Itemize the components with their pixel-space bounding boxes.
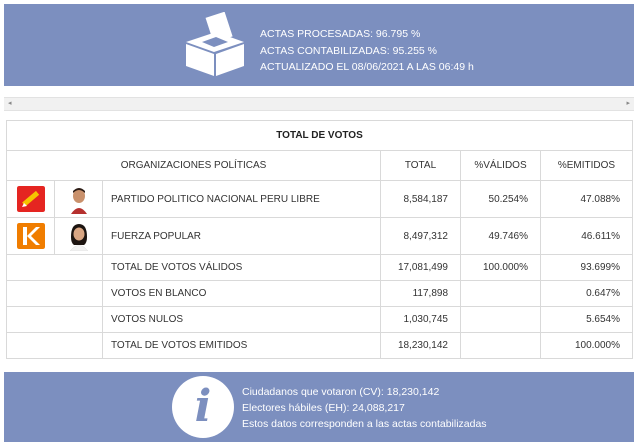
summary-total: 1,030,745 xyxy=(381,307,461,333)
party-total: 8,584,187 xyxy=(381,181,461,218)
actas-procesadas: ACTAS PROCESADAS: 96.795 % xyxy=(260,28,421,40)
header-total: TOTAL xyxy=(381,151,461,181)
party-name: PARTIDO POLITICO NACIONAL PERU LIBRE xyxy=(103,181,381,218)
party-pct-emitidos: 47.088% xyxy=(541,181,633,218)
table-row xyxy=(7,333,633,359)
summary-total: 117,898 xyxy=(381,281,461,307)
empty-cell xyxy=(7,333,103,359)
table-header-row xyxy=(7,151,633,181)
candidate-photo-cell xyxy=(55,218,103,255)
k-logo-icon xyxy=(17,223,45,249)
party-logo-cell xyxy=(7,181,55,218)
pencil-logo-icon xyxy=(17,186,45,212)
summary-label: TOTAL DE VOTOS EMITIDOS xyxy=(103,333,381,359)
summary-total: 17,081,499 xyxy=(381,255,461,281)
actas-contabilizadas: ACTAS CONTABILIZADAS: 95.255 % xyxy=(260,44,438,57)
empty-cell xyxy=(7,307,103,333)
electores-habiles: Electores hábiles (EH): 24,088,217 xyxy=(242,402,405,414)
summary-total: 18,230,142 xyxy=(381,333,461,359)
party-pct-validos: 49.746% xyxy=(461,218,541,255)
info-icon xyxy=(172,376,234,438)
actualizado-timestamp: ACTUALIZADO EL 08/06/2021 A LAS 06:49 h xyxy=(260,61,474,73)
party-total: 8,497,312 xyxy=(381,218,461,255)
summary-pct-emitidos: 5.654% xyxy=(541,307,633,333)
empty-cell xyxy=(7,255,103,281)
candidate-photo-castillo xyxy=(63,184,95,214)
top-banner xyxy=(4,4,634,86)
summary-label: VOTOS NULOS xyxy=(103,307,381,333)
summary-label: TOTAL DE VOTOS VÁLIDOS xyxy=(103,255,381,281)
info-glyph: i xyxy=(194,381,212,432)
summary-label: VOTOS EN BLANCO xyxy=(103,281,381,307)
party-name: FUERZA POPULAR xyxy=(103,218,381,255)
party-pct-emitidos: 46.611% xyxy=(541,218,633,255)
footer-text xyxy=(242,384,487,432)
table-row xyxy=(7,255,633,281)
banner-text xyxy=(260,26,474,76)
footer-note: Estos datos corresponden a las actas contabilizadas xyxy=(242,418,487,430)
summary-pct-emitidos: 93.699% xyxy=(541,255,633,281)
party-pct-validos: 50.254% xyxy=(461,181,541,218)
header-pct-validos: %VÁLIDOS xyxy=(461,151,541,181)
summary-pct-emitidos: 100.000% xyxy=(541,333,633,359)
candidate-photo-cell xyxy=(55,181,103,218)
bottom-banner xyxy=(4,372,634,442)
table-title: TOTAL DE VOTOS xyxy=(7,121,633,151)
table-row xyxy=(7,218,633,255)
table-row xyxy=(7,281,633,307)
candidate-photo-fujimori xyxy=(63,221,95,251)
party-logo-cell xyxy=(7,218,55,255)
summary-pct-validos xyxy=(461,281,541,307)
summary-pct-validos xyxy=(461,307,541,333)
summary-pct-validos: 100.000% xyxy=(461,255,541,281)
table-row xyxy=(7,181,633,218)
table-row xyxy=(7,307,633,333)
scroll-right-icon[interactable]: ▸ xyxy=(626,100,630,107)
empty-cell xyxy=(7,281,103,307)
header-organizaciones: ORGANIZACIONES POLÍTICAS xyxy=(7,151,381,181)
scroll-left-icon[interactable]: ◂ xyxy=(8,100,12,107)
header-pct-emitidos: %EMITIDOS xyxy=(541,151,633,181)
votes-table xyxy=(6,120,633,359)
summary-pct-emitidos: 0.647% xyxy=(541,281,633,307)
summary-pct-validos xyxy=(461,333,541,359)
horizontal-scrollbar[interactable] xyxy=(4,97,634,111)
ballot-box-icon xyxy=(180,12,248,78)
ciudadanos-votaron: Ciudadanos que votaron (CV): 18,230,142 xyxy=(242,386,440,398)
